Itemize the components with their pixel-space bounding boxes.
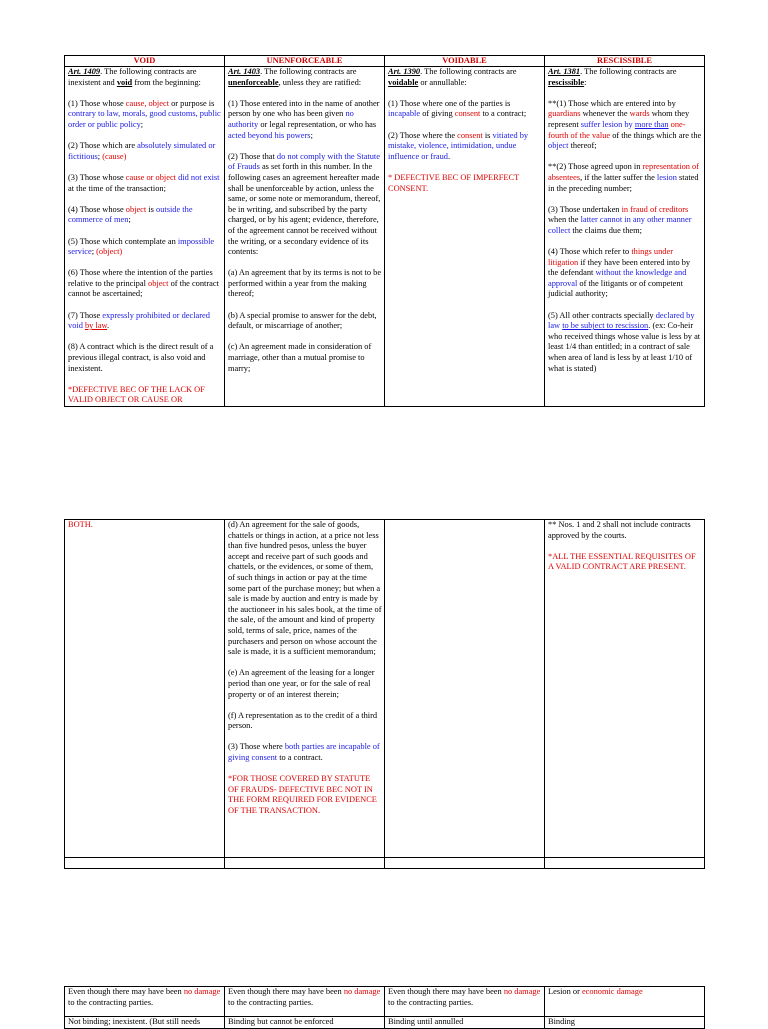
- rescissible-item-4: (4) Those which refer to things under litigation if they have been entered into by the defendant without the knowledge and approval of the litigants or of competent judicial authority;: [548, 247, 691, 299]
- void-damage-cell: Even though there may have been no damage to the contracting parties.: [65, 987, 225, 1017]
- header-voidable: VOIDABLE: [385, 56, 545, 67]
- voidable-intro: Art. 1390. The following contracts are voidable or annullable:: [388, 67, 517, 87]
- empty-cell: [385, 858, 545, 869]
- unenforceable-item-d: (d) An agreement for the sale of goods, chattels or things in action, at a price not less than five hundred pesos, unless the buyer accept and receive part of such goods and chattels, or the evidences, or some of them, of such things in action or pay at the time some part of the purchase money; but when a sale is made by auction and entry is made by the auctioneer in his sales book, at the time of the sale, of the amount and kind of property sold, terms of sale, price, names of the purchasers and person on whose account the sale is made, it is a sufficient memorandum;: [228, 520, 382, 657]
- unenforceable-item-2: (2) Those that do not comply with the Statute of Frauds as set forth in this number. In the following cases an agreement hereafter made shall be unenforceable by action, unless the same, or some note or memorandum, thereof, be in writing, and subscribed by the party charged, or by his agent; evidence, therefore, of the agreement cannot be received without the writing, or a secondary evidence of its contents:: [228, 151, 381, 257]
- empty-row: [65, 858, 705, 869]
- empty-cell: [65, 858, 225, 869]
- void-item-8: (8) A contract which is the direct result of a previous illegal contract, is also void and inexistent.: [68, 342, 214, 373]
- header-unenforceable: UNENFORCEABLE: [225, 56, 385, 67]
- unenforceable-item-a: (a) An agreement that by its terms is not to be performed within a year from the making thereof;: [228, 268, 382, 299]
- rescissible-defect-note: *ALL THE ESSENTIAL REQUISITES OF A VALID CONTRACT ARE PRESENT.: [548, 551, 696, 572]
- unenforceable-item-c: (c) An agreement made in consideration of marriage, other than a mutual promise to marry;: [228, 342, 372, 373]
- binding-row: [65, 1017, 705, 1029]
- void-both: BOTH.: [68, 520, 93, 529]
- void-item-6: (6) Those where the intention of the parties relative to the principal object of the contract cannot be ascertained;: [68, 268, 219, 299]
- rescissible-binding-cell: Binding: [545, 1017, 705, 1029]
- unenforceable-item-e: (e) An agreement of the leasing for a longer period than one year, or for the sale of real property or of an interest therein;: [228, 668, 375, 699]
- unenforceable-continuation-cell: [225, 520, 385, 858]
- rescissible-intro: Art. 1381. The following contracts are rescissible:: [548, 67, 677, 87]
- void-item-3: (3) Those whose cause or object did not exist at the time of the transaction;: [68, 172, 220, 193]
- rescissible-cell: [545, 67, 705, 407]
- unenforceable-item-b: (b) A special promise to answer for the debt, default, or miscarriage of another;: [228, 310, 377, 331]
- damage-row: [65, 987, 705, 1017]
- header-void: VOID: [65, 56, 225, 67]
- unenforceable-binding-cell: Binding but cannot be enforced: [225, 1017, 385, 1029]
- unenforceable-defect-note: *FOR THOSE COVERED BY STATUTE OF FRAUDS- DEFECTIVE BEC NOT IN THE FORM REQUIRED FOR EVIDENCE OF THE TRANSACTION.: [228, 774, 377, 816]
- void-item-2: (2) Those which are absolutely simulated or fictitious; (cause): [68, 141, 216, 161]
- rescissible-item-5: (5) All other contracts specially declared by law to be subject to rescission. (ex: Co-heir who received things whose value is less by at least 1/4 than entitled; in a contract of sale when area of land is less by at least 1/10 of what is stated): [548, 310, 701, 373]
- voidable-continuation-cell: [385, 520, 545, 858]
- void-continuation-cell: [65, 520, 225, 858]
- void-item-1: (1) Those whose cause, object or purpose is contrary to law, morals, good customs, public order or public policy;: [68, 98, 221, 129]
- void-item-7: (7) Those expressly prohibited or declared void by law.: [68, 310, 210, 331]
- void-intro: Art. 1409. The following contracts are inexistent and void from the beginning:: [68, 67, 201, 87]
- unenforceable-item-3: (3) Those where both parties are incapable of giving consent to a contract.: [228, 742, 380, 763]
- header-rescissible: RESCISSIBLE: [545, 56, 705, 67]
- unenforceable-damage-cell: Even though there may have been no damage to the contracting parties.: [225, 987, 385, 1017]
- void-cell: [65, 67, 225, 407]
- rescissible-item-1: **(1) Those which are entered into by guardians whenever the wards whom they represent suffer lesion by more than one-fourth of the value of the things which are the object thereof;: [548, 98, 702, 151]
- rescissible-item-3: (3) Those undertaken in fraud of creditors when the latter cannot in any other manner collect the claims due them;: [548, 204, 692, 235]
- unenforceable-item-f: (f) A representation as to the credit of a third person.: [228, 710, 378, 731]
- rescissible-item-2: **(2) Those agreed upon in representation of absentees, if the latter suffer the lesion stated in the preceding number;: [548, 162, 700, 193]
- void-item-5: (5) Those which contemplate an impossible service; (object): [68, 236, 215, 257]
- comparison-table-part-3: [64, 986, 705, 1029]
- void-binding-cell: Not binding; inexistent. (But still needs: [65, 1017, 225, 1029]
- void-defect-note: *DEFECTIVE BEC OF THE LACK OF VALID OBJECT OR CAUSE OR: [68, 384, 205, 405]
- unenforceable-item-1: (1) Those entered into in the name of another person by one who has been given no authority or legal representation, or who has acted beyond his powers;: [228, 98, 380, 140]
- continuation-row: [65, 520, 705, 858]
- unenforceable-intro: Art. 1403. The following contracts are unenforceable, unless they are ratified:: [228, 67, 362, 87]
- voidable-defect-note: * DEFECTIVE BEC OF IMPERFECT CONSENT.: [388, 172, 520, 193]
- comparison-table-part-1: [64, 55, 705, 407]
- void-item-4: (4) Those whose object is outside the commerce of men;: [68, 204, 193, 225]
- rescissible-continuation-cell: [545, 520, 705, 858]
- empty-cell: [545, 858, 705, 869]
- empty-cell: [225, 858, 385, 869]
- voidable-item-1: (1) Those where one of the parties is incapable of giving consent to a contract;: [388, 98, 527, 119]
- content-row: [65, 67, 705, 407]
- rescissible-damage-cell: Lesion or economic damage: [545, 987, 705, 1017]
- rescissible-note: ** Nos. 1 and 2 shall not include contracts approved by the courts.: [548, 520, 691, 540]
- unenforceable-cell: [225, 67, 385, 407]
- voidable-binding-cell: Binding until annulled: [385, 1017, 545, 1029]
- voidable-item-2: (2) Those where the consent is vitiated by mistake, violence, intimidation, undue influence or fraud.: [388, 130, 529, 161]
- voidable-damage-cell: Even though there may have been no damage to the contracting parties.: [385, 987, 545, 1017]
- voidable-cell: [385, 67, 545, 407]
- comparison-table-part-2: [64, 519, 705, 869]
- header-row: [65, 56, 705, 67]
